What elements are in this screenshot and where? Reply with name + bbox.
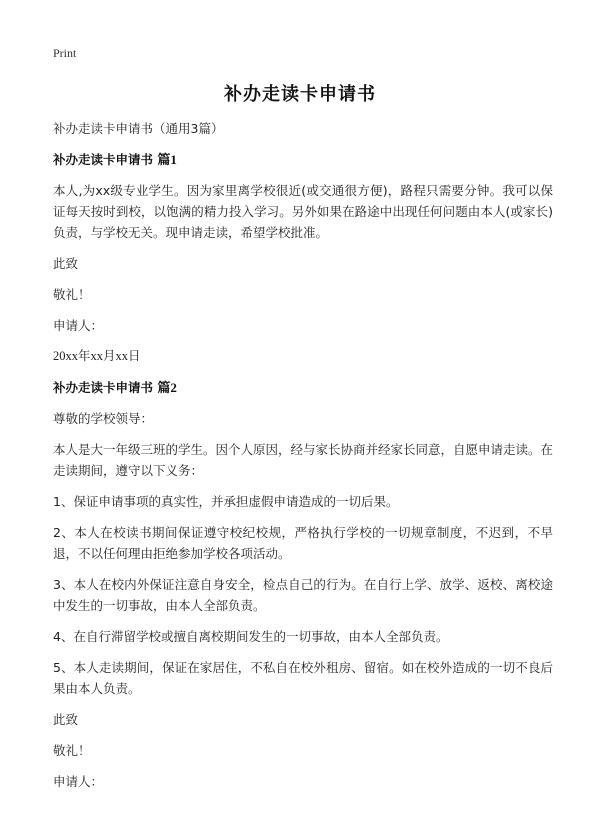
list-item: 3、本人在校内外保证注意自身安全，检点自己的行为。在自行上学、放学、返校、离校途中发生的一切事故，由本人全部负责。	[53, 577, 553, 613]
document-body	[53, 118, 553, 802]
date-line: 20xx年xx月xx日	[53, 349, 141, 363]
section-heading-2	[53, 377, 553, 398]
document-subtitle: 补办走读卡申请书（通用3篇）	[53, 121, 224, 136]
closing-regards: 敬礼！	[53, 287, 91, 302]
applicant-line: 申请人：	[53, 318, 104, 333]
closing-salutation: 此致	[53, 712, 79, 727]
list-item: 2、本人在校读书期间保证遵守校纪校规，严格执行学校的一切规章制度，不迟到，不早退，不以任何理由拒绝参加学校各项活动。	[53, 525, 553, 561]
paragraph: 本人,为xx级专业学生。因为家里离学校很近(或交通很方便)，路程只需要分钟。我可以保证每天按时到校，以饱满的精力投入学习。另外如果在路途中出现任何问题由本人(或家长)负责，与学校无关。现申请走读，希望学校批准。	[53, 183, 553, 240]
closing-salutation: 此致	[53, 256, 79, 271]
list-item: 5、本人走读期间，保证在家居住，不私自在校外租房、留宿。如在校外造成的一切不良后果由本人负责。	[53, 660, 553, 696]
section-heading-number: 篇1	[157, 152, 177, 167]
paragraph: 本人是大一年级三班的学生。因个人原因，经与家长协商并经家长同意，自愿申请走读。在走读期间，遵守以下义务：	[53, 442, 554, 478]
section-heading-text: 补办走读卡申请书	[53, 152, 154, 167]
section-heading-text: 补办走读卡申请书	[53, 380, 154, 395]
section-heading-number: 篇2	[157, 380, 177, 395]
closing-regards: 敬礼！	[53, 743, 91, 758]
section-heading-1	[53, 149, 553, 170]
applicant-line: 申请人：	[53, 774, 104, 789]
page-title: 补办走读卡申请书	[224, 84, 376, 105]
list-item: 4、在自行滞留学校或擅自离校期间发生的一切事故，由本人全部负责。	[53, 629, 449, 644]
greeting: 尊敬的学校领导：	[53, 411, 154, 426]
print-link[interactable]: Print	[53, 46, 77, 60]
list-item: 1、保证申请事项的真实性，并承担虚假申请造成的一切后果。	[53, 494, 399, 509]
